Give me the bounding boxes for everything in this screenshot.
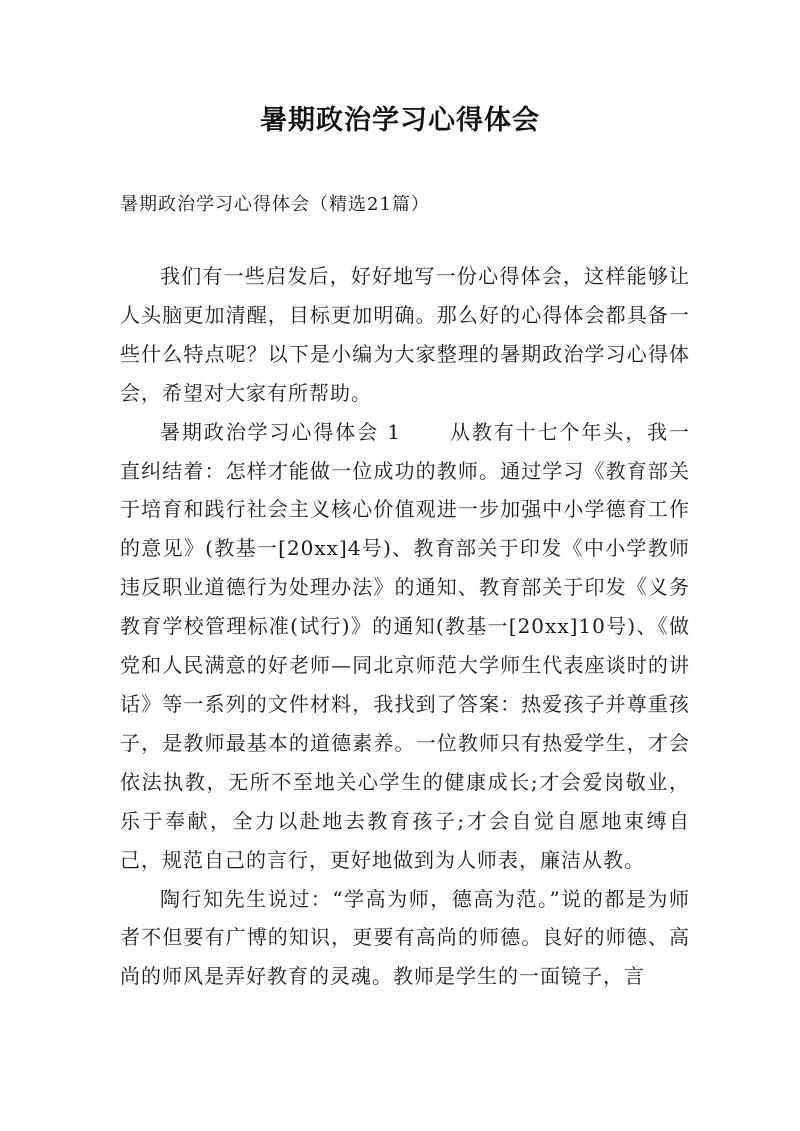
document-subtitle: 暑期政治学习心得体会（精选21篇） bbox=[120, 194, 430, 215]
section-1-text: 从教有十七个年头，我一直纠结着：怎样才能做一位成功的教师。通过学习《教育部关于培育和践行社会主义核心价值观进一步加强中小学德育工作的意见》(教基一[20xx]4号)、教育部关于印发《中小学教师违反职业道德行为处理办法》的通知、教育部关于印发《义务教育学校管理标准(试行)》的通知(教基一[20xx]10号)、《做党和人民满意的好老师—同北京师范大学师生代表座谈时的讲话》等一系列的文件材料，我找到了答案：热爱孩子并尊重孩子，是教师最基本的道德素养。一位教师只有热爱学生，才会依法执教，无所不至地关心学生的健康成长;才会爱岗敬业，乐于奉献，全力以赴地去教育孩子;才会自觉自愿地束缚自己，规范自己的言行，更好地做到为人师表，廉洁从教。 bbox=[120, 419, 690, 872]
paragraph-3: 陶行知先生说过：“学高为师，德高为范。”说的都是为师者不但要有广博的知识，更要有高尚的师德。良好的师德、高尚的师风是弄好教育的灵魂。教师是学生的一面镜子，言 bbox=[120, 886, 690, 989]
document-title: 暑期政治学习心得体会 bbox=[260, 105, 540, 136]
intro-paragraph: 我们有一些启发后，好好地写一份心得体会，这样能够让人头脑更加清醒，目标更加明确。那么好的心得体会都具备一些什么特点呢？以下是小编为大家整理的暑期政治学习心得体会，希望对大家有所帮助。 bbox=[120, 264, 690, 405]
section-1-paragraph bbox=[120, 413, 690, 880]
document-body bbox=[120, 257, 690, 996]
section-1-heading: 暑期政治学习心得体会 1 bbox=[160, 419, 402, 444]
